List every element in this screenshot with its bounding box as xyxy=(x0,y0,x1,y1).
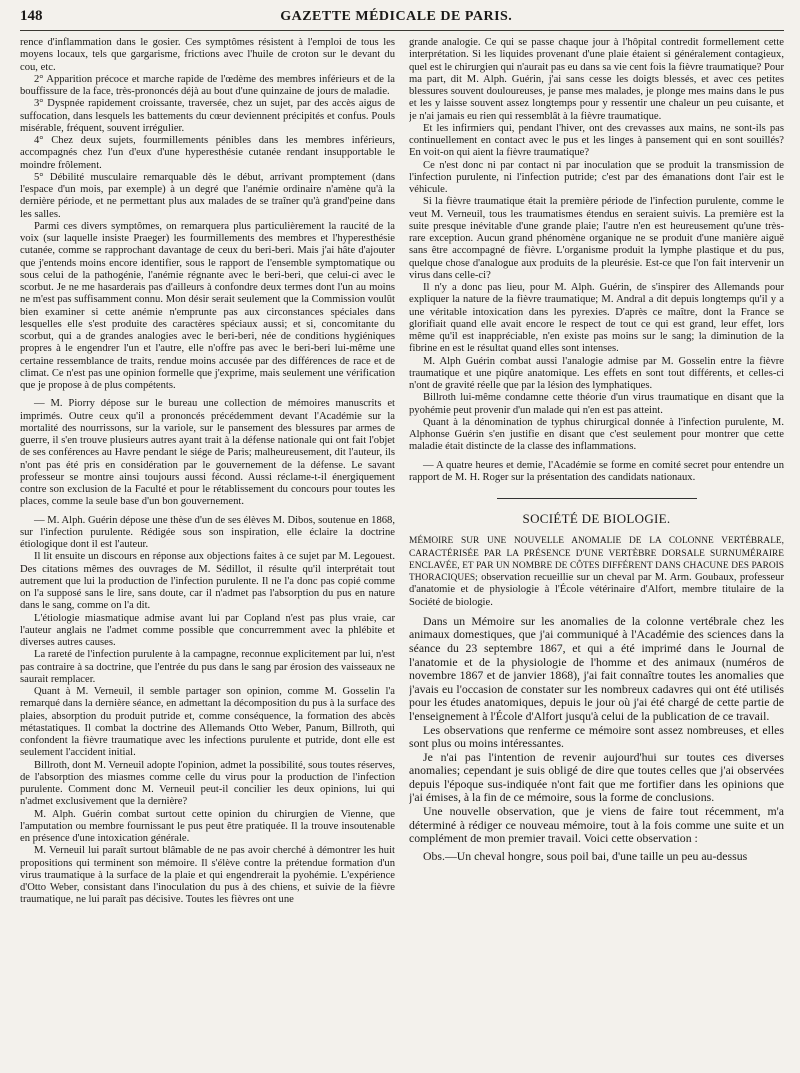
left-column xyxy=(20,37,395,1067)
running-title: GAZETTE MÉDICALE DE PARIS. xyxy=(280,9,513,24)
paragraph: — M. Alph. Guérin dépose une thèse d'un de ses élèves M. Dibos, soutenue en 1868, sur l'infection purulente. Rédigée sous son inspiration, elle éclaire la doctrine étiologique dont il est l'auteur. xyxy=(20,514,395,550)
memoire-heading-rest: observation recueillie sur un cheval par M. Arm. Goubaux, professeur d'anatomie et de physiologie à l'École vétérinaire d'Alfort, membre titulaire de la Société de biologie. xyxy=(409,572,784,608)
memoire-body xyxy=(409,615,784,864)
paragraph: 4° Chez deux sujets, fourmillements pénibles dans les membres inférieurs, accompagnés chez l'un d'eux d'une hyperesthésie cutanée rendant insupportable le moindre frôlement. xyxy=(20,135,395,171)
section-title: SOCIÉTÉ DE BIOLOGIE. xyxy=(522,511,671,526)
paragraph: Billroth, dont M. Verneuil adopte l'opinion, admet la possibilité, sous toutes réserves, de l'absorption des miasmes comme celle du virus pour la production de l'infection purulente. Comment donc M. Verneuil peut-il concilier les deux opinions, lui qui n'admet exclusivement que la dernière? xyxy=(20,759,395,808)
paragraph: Il n'y a donc pas lieu, pour M. Alph. Guérin, de s'inspirer des Allemands pour expliquer la nature de la fièvre traumatique; M. Andral a dit depuis longtemps qu'il y a une véritable intoxication dans les pyrexies. D'après ce maître, dont la France se glorifiait quand elle avait encore le respect de tout ce qui est grand, leur effet, lors même qu'il est inappréciable, n'en existe pas moins sur le sang; la diminution de la fibrine en est le résultat quand elles sont intenses. xyxy=(409,282,784,355)
section-divider xyxy=(497,498,697,499)
paragraph: rence d'inflammation dans le gosier. Ces symptômes résistent à l'emploi de tous les moyens locaux, tels que gargarisme, frictions avec l'huile de croton sur le devant du cou, etc. xyxy=(20,37,395,73)
paragraph: 2° Apparition précoce et marche rapide de l'œdème des membres inférieurs et de la bouffissure de la face, très-prononcés déjà au bout d'une quinzaine de jours de maladie. xyxy=(20,73,395,97)
paragraph: 3° Dyspnée rapidement croissante, traversée, chez un sujet, par des accès aigus de suffocation, dans lesquels les battements du cœur deviennent précipités et confus. Pouls misérable, fréquent, souvent irrégulier. xyxy=(20,98,395,134)
paragraph: La rareté de l'infection purulente à la campagne, reconnue explicitement par lui, n'est pas contraire à sa doctrine, que l'entrée du pus dans le sang par érosion des vaisseaux ne saurait remplacer. xyxy=(20,649,395,685)
paragraph: Une nouvelle observation, que je viens de faire tout récemment, m'a déterminé à rédiger ce nouveau mémoire, tout à la fois comme une suite et un complément de mon premier travail. Voici cette observation : xyxy=(409,804,784,846)
paragraph: Ce n'est donc ni par contact ni par inoculation que se produit la transmission de l'infection purulente, ni l'infection putride; c'est par des émanations dont l'air est le véhicule. xyxy=(409,159,784,195)
paragraph: 5° Débilité musculaire remarquable dès le début, arrivant promptement (dans l'espace d'un mois, par exemple) à un degré que l'anémie ordinaire n'amène qu'à la dernière période, et ne permettant plus aux malades de se traîner qu'à grand'peine dans les salles. xyxy=(20,171,395,220)
paragraph: Si la fièvre traumatique était la première période de l'infection purulente, comme le veut M. Verneuil, tous les traumatismes étendus en seraient suivis. La première est la suite presque inévitable d'une grande plaie; l'autre n'en est heureusement qu'une très-rare exception. Aucun grand phénomène organique ne se produit d'une manière aiguë sans être accompagné de fièvre. L'organisme produit la lymphe plastique et du pus, quelque chose d'analogue aux produits de la pleurésie. Est-ce que l'on fait intervenir un virus dans celle-ci? xyxy=(409,196,784,281)
paragraph: Quant à la dénomination de typhus chirurgical donnée à l'infection purulente, M. Alphonse Guérin s'en justifie en disant que c'est seulement pour montrer que cette maladie était distincte de la classe des inflammations. xyxy=(409,416,784,453)
paragraph: M. Alph Guérin combat aussi l'analogie admise par M. Gosselin entre la fièvre traumatique et une piqûre anatomique. Les effets en sont tout différents, et celles-ci n'ont de gravité réelle que par la lésion des lymphatiques. xyxy=(409,355,784,391)
paragraph: Obs.—Un cheval hongre, sous poil bai, d'une taille un peu au-dessus xyxy=(423,848,748,863)
paragraph: — A quatre heures et demie, l'Académie se forme en comité secret pour entendre un rapport de M. H. Roger sur la présentation des candidats nationaux. xyxy=(409,459,784,483)
paragraph: Quant à M. Verneuil, il semble partager son opinion, comme M. Gosselin l'a remarqué dans la dernière séance, en admettant la décomposition du pus à la surface des plaies, absorption du produit putride et, comme conséquence, la formation des abcès métastatiques. Il combat la doctrine des Allemands Otto Weber, Panum, Billroth, qui confondent la fièvre traumatique avec les infections purulente et putride, dont elle est seulement l'accident initial. xyxy=(20,686,395,759)
page-header xyxy=(20,8,784,31)
paragraph: M. Alph. Guérin combat surtout cette opinion du chirurgien de Vienne, que l'amputation ou membre fournissant le pus peut être pratiquée. Il la trouve insoutenable en présence d'une intoxication générale. xyxy=(20,808,395,844)
right-column xyxy=(409,37,784,1067)
paragraph: Et les infirmiers qui, pendant l'hiver, ont des crevasses aux mains, ne sont-ils pas continuellement en contact avec le pus et les linges à pansement qui en sont souillés? En voit-on qui aient la fièvre traumatique? xyxy=(409,122,784,159)
paragraph: M. Verneuil lui paraît surtout blâmable de ne pas avoir cherché à démontrer les huit propositions qui terminent son mémoire. Il s'élève contre la prétendue formation d'un virus traumatique à la surface de la plaie et qui engendrerait la pyohémie. L'expérience d'Otto Weber, consistant dans l'inoculation du pus à des chiens, et suivie de la fièvre traumatique, ne lui paraît pas décisive. Toutes les fièvres ont une xyxy=(20,845,395,906)
paragraph: Dans un Mémoire sur les anomalies de la colonne vertébrale chez les animaux domestiques, que j'ai communiqué à l'Académie des sciences dans la séance du 23 septembre 1867, et qui a été imprimé dans le Journal de l'anatomie et de la physiologie de l'homme et des animaux (numéros de novembre 1867 et de janvier 1868), j'ai fait connaître toutes les anomalies que j'avais eu l'occasion de constater sur les nombreux cadavres qui ont été utilisés pour les études anatomiques, depuis le jour où j'ai été chargé de cette partie de l'enseignement à l'École d'Alfort jusqu'à celui de la publication de ce travail. xyxy=(409,613,784,723)
paragraph: Parmi ces divers symptômes, on remarquera plus particulièrement la raucité de la voix (sur laquelle insiste Praeger) les fourmillements des membres et l'hyperesthésie cutanée, comme se rapprochant davantage de ceux du beri-beri. Mais j'ai hâte d'ajouter que j'entends moins encore identifier, sous le rapport de l'ensemble symptomatique ou sous celui de la pathogénie, l'anémie régnante avec le beri-beri, que celui-ci avec le scorbut. Je ne me hasarderais pas d'ailleurs à confondre deux termes dont l'un au moins ne m'est pas suffisamment connu. Mon désir serait seulement que la Commission voulût bien examiner si cette anémie n'emprunte pas aux circonstances spéciales dans lesquelles elle s'est produite des caractères spéciaux aussi; et si, concomitante du scorbut, qui a de grandes analogies avec le beri-beri, née de conditions hygiéniques propres à le engendrer l'un et l'autre, elle n'offre pas avec le beri-beri lui-même une certaine ressemblance de traits, rendue moins accusée par des différences de race et de climat. Ce n'est pas une opinion formelle que j'exprime, mais seulement une vérification que je propose à de plus compétents. xyxy=(20,220,395,391)
memoire-heading: MÉMOIRE SUR UNE NOUVELLE ANOMALIE DE LA COLONNE VERTÉBRALE, CARACTÉRISÉE PAR LA PRÉSENCE D'UNE VERTÈBRE DORSALE SURNUMÉRAIRE ENCLAVÉE, ET PAR UN NOMBRE DE CÔTES DIFFÉRENT DANS CHACUNE DES PAROIS THORACIQUES; xyxy=(409,536,784,583)
paragraph: Billroth lui-même condamne cette théorie d'un virus traumatique en disant que la pyohémie peut provenir d'un malade qui n'en est pas atteint. xyxy=(409,392,784,416)
paragraph: — M. Piorry dépose sur le bureau une collection de mémoires manuscrits et imprimés. Outre ceux qu'il a prononcés précédemment devant l'Académie sur la mortalité des nourrissons, sur la variole, sur le pansement des blessures par armes de guerre, il s'en trouve plusieurs autres ayant trait à la défense nationale qui ont fait l'objet de ses conférences au Havre pendant le siége de Paris; malheureusement, dit l'auteur, ils n'ont pas été pris en considération par le gouvernement de la défense. Le savant professeur se montre ainsi toujours aussi fécond. Aussi réclame-t-il énergiquement contre son exclusion de la Faculté et pour le rétablissement du concours pour toutes les places, comme la seule base d'un bon gouvernement. xyxy=(20,398,395,508)
memoire-heading-block xyxy=(409,535,784,609)
page-number: 148 xyxy=(20,8,43,24)
paragraph: L'étiologie miasmatique admise avant lui par Copland n'est pas plus vraie, car l'auteur anglais ne l'admet comme possible que concurremment avec la phlébite et diverses autres causes. xyxy=(20,612,395,648)
paragraph: Il lit ensuite un discours en réponse aux objections faites à ce sujet par M. Legouest. Des citations mêmes des ouvrages de M. Sédillot, il résulte qu'il interprétait tout autrement que lui la production de l'infection purulente. Il ne l'a donc pas copié comme on l'a supposé sans le lire, sans doute, car il n'admet pas l'absorption du pus en nature dans le sang, comme on l'a dit. xyxy=(20,551,395,612)
columns xyxy=(20,37,784,1067)
paragraph: Je n'ai pas l'intention de revenir aujourd'hui sur toutes ces diverses anomalies; cependant je suis obligé de dire que toutes celles que j'ai observées depuis l'époque sus-indiquée n'ont fait que me fortifier dans les opinions que j'ai émises, à la fin de ce mémoire, sous la forme de conclusions. xyxy=(409,749,784,805)
paragraph: grande analogie. Ce qui se passe chaque jour à l'hôpital contredit formellement cette interprétation. Si les liquides provenant d'une plaie étaient si généralement contagieux, quel est le chirurgien qui n'aurait pas eu dans sa vie cent fois la fièvre traumatique? Pour ma part, dit M. Alph. Guérin, j'ai sans cesse les doigts blessés, et avec ces petites blessures souvent douloureuses, je panse mes malades, je plonge mes mains dans le pus et les y laisse souvent assez longtemps pour y ressentir une chaleur un peu cuisante, et je n'ai jamais eu rien qui ressemblât à la fièvre traumatique. xyxy=(409,37,784,122)
paragraph: Les observations que renferme ce mémoire sont assez nombreuses, et elles sont plus ou moins intéressantes. xyxy=(409,722,784,751)
